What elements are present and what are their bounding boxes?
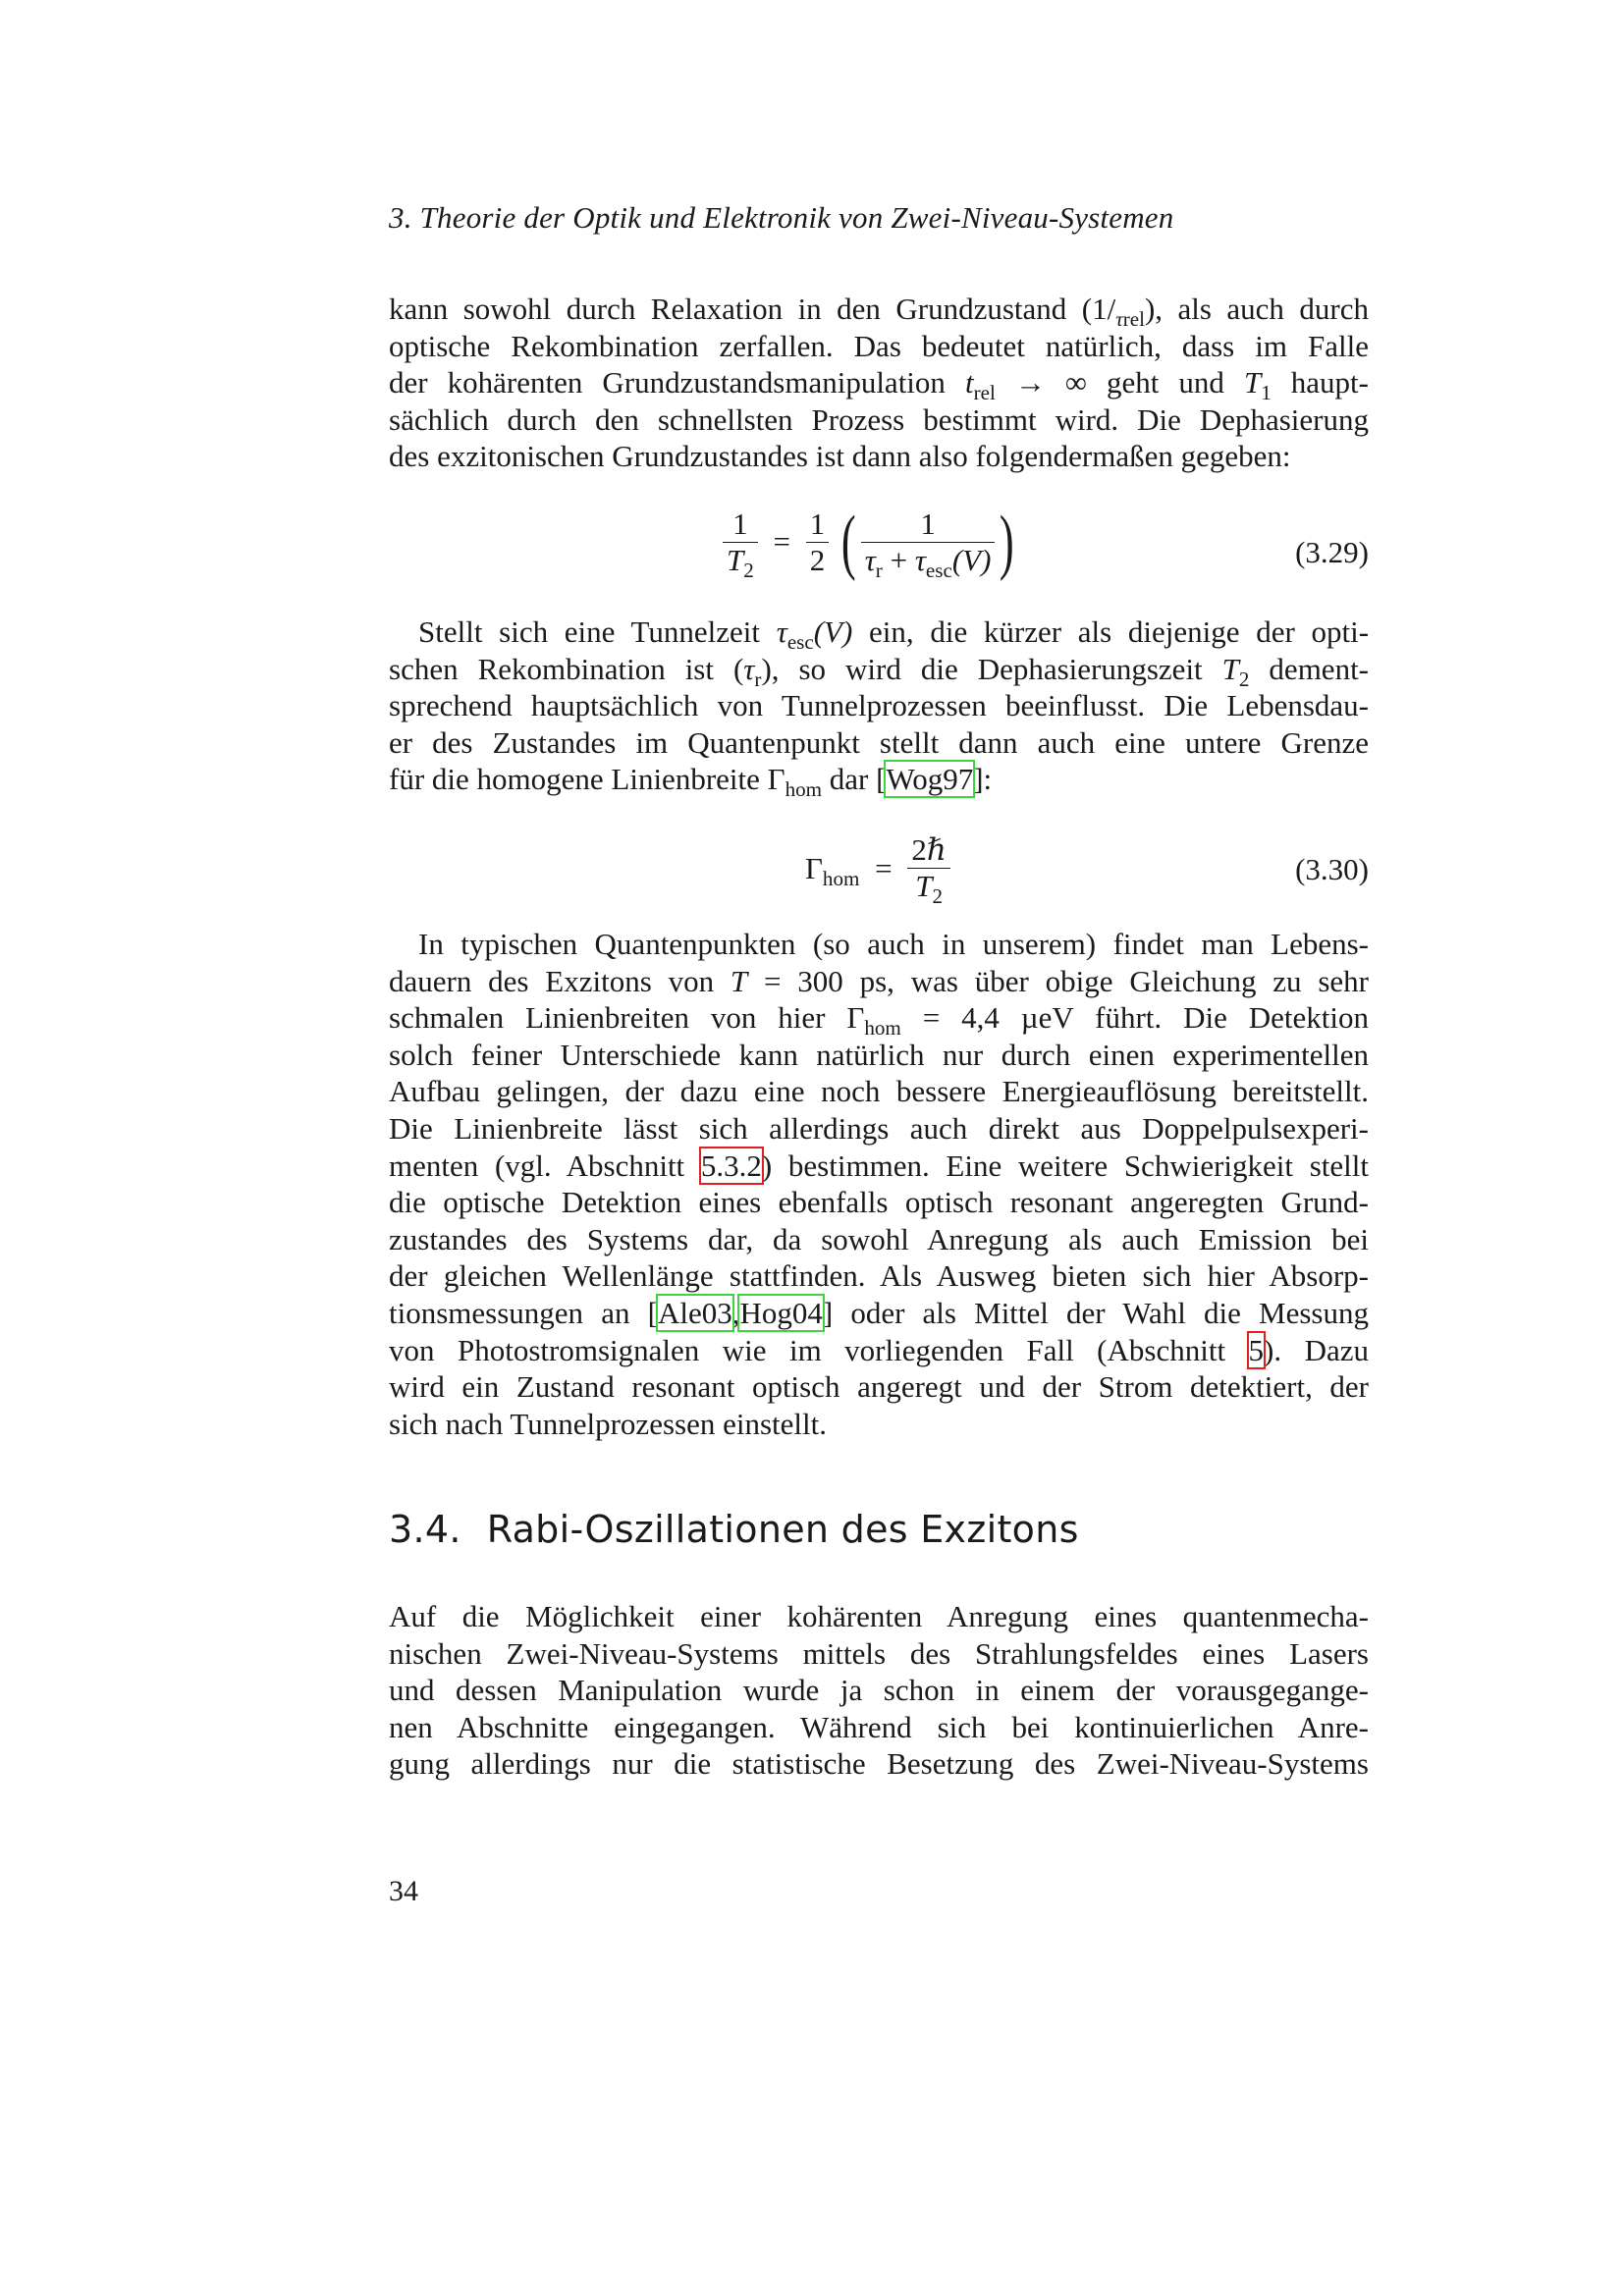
text-line: Aufbau gelingen, der dazu eine noch bessere Energieauflösung bereitstellt. <box>389 1074 1369 1109</box>
citation-link[interactable]: Ale03 <box>657 1295 732 1330</box>
text-line: sprechend hauptsächlich von Tunnelprozessen beeinflusst. Die Lebensdau- <box>389 688 1369 723</box>
text-line: die optische Detektion eines ebenfalls optisch resonant angeregten Grund- <box>389 1185 1369 1220</box>
equation-3-29: $\frac{1}{T_2}$ = $\frac{1}{2}$ ( $\frac{1}{\tau_r + \tau_{esc}(V)}$ ) (3.29) <box>389 506 1369 594</box>
section-reference-link[interactable]: 5 <box>1248 1332 1265 1367</box>
text-line: In typischen Quantenpunkten (so auch in unserem) findet man Lebens- <box>418 927 1369 961</box>
page-number: 34 <box>389 1875 418 1907</box>
text-line: des exzitonischen Grundzustandes ist dann also folgendermaßen gegeben: <box>389 439 1291 474</box>
section-heading <box>389 1508 1079 1551</box>
text-line: Auf die Möglichkeit einer kohärenten Anregung eines quantenmecha- <box>389 1599 1369 1633</box>
fraction-2hbar-over-T2: $\frac{\text{2ℏ}}{T_2}$ <box>907 832 949 904</box>
text-line: optische Rekombination zerfallen. Das bedeutet natürlich, dass im Falle <box>389 328 1369 363</box>
text-line: sich nach Tunnelprozessen einstellt. <box>389 1406 827 1441</box>
text-line: der gleichen Wellenlänge stattfinden. Als Ausweg bieten sich hier Absorp- <box>389 1258 1369 1294</box>
paragraph-1 <box>389 291 1369 475</box>
text-line: nen Abschnitte eingegangen. Während sich bei kontinuierlichen Anre- <box>389 1709 1369 1744</box>
text-line: menten (vgl. Abschnitt 5.3.2) bestimmen. Eine weitere Schwierigkeit stellt <box>389 1148 1369 1183</box>
section-reference-link[interactable]: 5.3.2 <box>700 1148 762 1183</box>
fraction-1-over-T2: $\frac{1}{T_2}$ <box>723 507 758 578</box>
text-line: nischen Zwei-Niveau-Systems mittels des Strahlungsfeldes eines Lasers <box>389 1635 1369 1671</box>
text-line: zustandes des Systems dar, da sowohl Anregung als auch Emission bei <box>389 1221 1369 1256</box>
running-head: 3. Theorie der Optik und Elektronik von Zwei-Niveau-Systemen <box>389 200 1174 235</box>
text-line: und dessen Manipulation wurde ja schon in einem der vorausgegange- <box>389 1673 1369 1708</box>
text-line: tionsmessungen an [Ale03,Hog04] oder als Mittel der Wahl die Messung <box>389 1295 1369 1330</box>
text-line: schen Rekombination ist $(\tau_r)$, so wird die Dephasierungszeit $T_2$ dement- <box>389 651 1370 691</box>
text-line: Stellt sich eine Tunnelzeit $\tau_{esc}(V)$ ein, die kürzer als diejenige der opti- <box>418 614 1370 655</box>
text-line: gung allerdings nur die statistische Besetzung des Zwei-Niveau-Systems <box>389 1746 1369 1782</box>
text-line: er des Zustandes im Quantenpunkt stellt dann auch eine untere Grenze <box>389 724 1369 760</box>
text-line: Die Linienbreite lässt sich allerdings auch direkt aus Doppelpulsexperi- <box>389 1110 1369 1146</box>
text-line: kann sowohl durch Relaxation in den Grundzustand $(1/_{\tau rel})$, als auch durch <box>389 292 1369 332</box>
text-line: solch feiner Unterschiede kann natürlich nur durch einen experimentellen <box>389 1037 1369 1072</box>
paragraph-4 <box>389 1598 1369 1783</box>
text-line: wird ein Zustand resonant optisch angeregt und der Strom detektiert, der <box>389 1369 1369 1405</box>
paragraph-2 <box>389 614 1370 802</box>
text-line: der kohärenten Grundzustandsmanipulation $t_{rel}$ → ∞ geht und $T_1$ haupt- <box>389 365 1369 405</box>
citation-link[interactable]: Hog04 <box>739 1295 823 1330</box>
text-line: sächlich durch den schnellsten Prozess bestimmt wird. Die Dephasierung <box>389 401 1369 437</box>
equation-number: (3.29) <box>1295 535 1369 569</box>
equation-3-30: $\Gamma_{hom}$ = $\frac{\text{2ℏ}}{T_2}$ (3.30) <box>805 832 1369 909</box>
fraction-one-half: $\frac{1}{2}$ <box>806 507 830 578</box>
paragraph-3 <box>389 926 1369 1442</box>
fraction-inner: $\frac{1}{\tau_r + \tau_{esc}(V)}$ <box>861 507 996 578</box>
text-line: von Photostromsignalen wie im vorliegenden Fall (Abschnitt 5). Dazu <box>389 1332 1370 1367</box>
citation-link[interactable]: Wog97 <box>886 762 974 797</box>
text-line: schmalen Linienbreiten von hier $\Gamma_{hom} = 4,4$ µeV führt. Die Detektion <box>389 1000 1369 1041</box>
text-line: dauern des Exzitons von T = 300 ps, was über obige Gleichung zu sehr <box>389 963 1370 998</box>
section-number: 3.4. <box>389 1508 461 1551</box>
section-title: Rabi-Oszillationen des Exzitons <box>486 1508 1079 1551</box>
text-line: für die homogene Linienbreite $\Gamma_{hom}$ dar [Wog97]: <box>389 762 993 802</box>
equation-number: (3.30) <box>1295 852 1369 886</box>
